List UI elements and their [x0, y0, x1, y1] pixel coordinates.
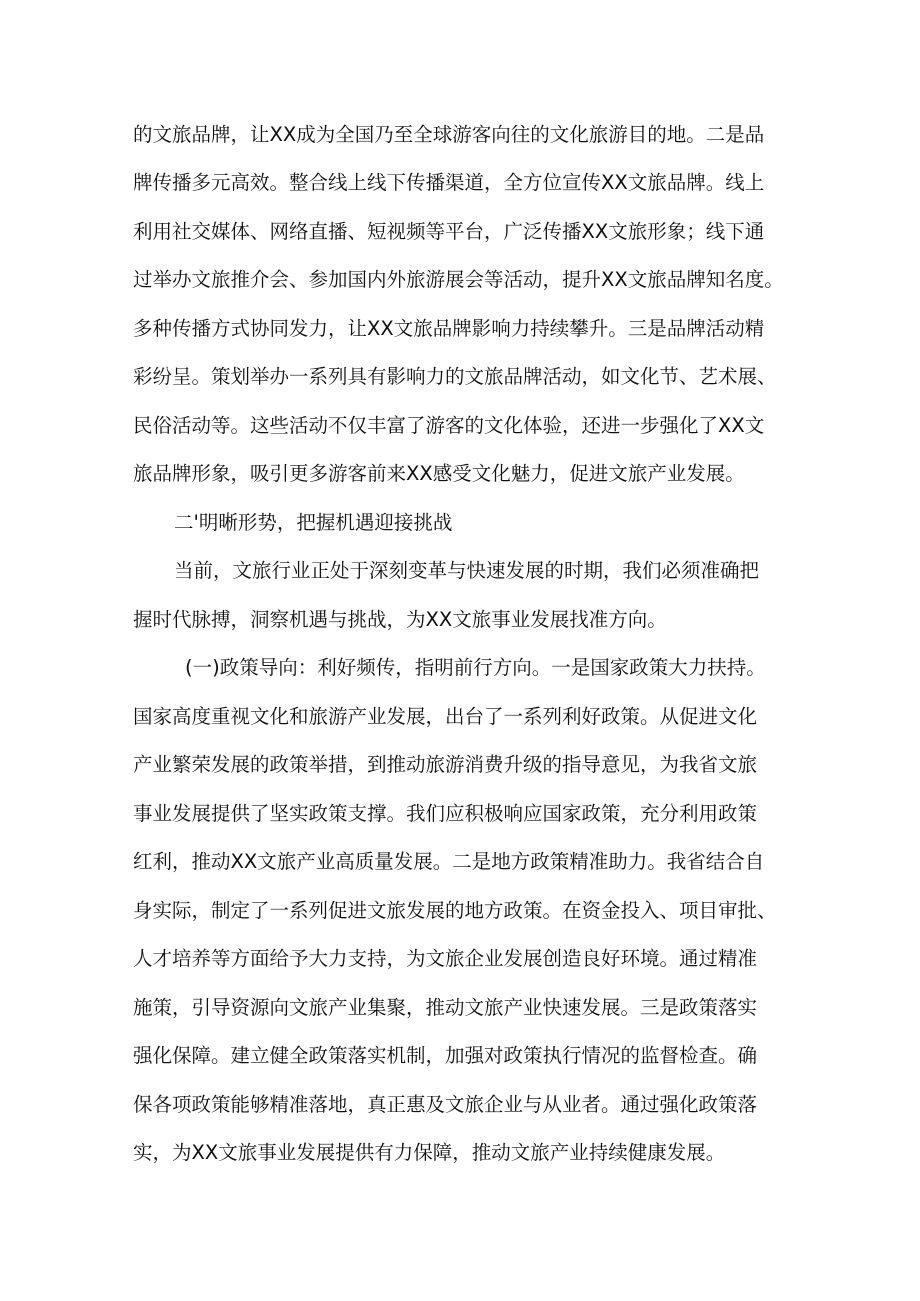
paragraph-3-line: 红利，推动XX文旅产业高质量发展。二是地方政策精准助力。我省结合自	[133, 850, 765, 873]
paragraph-1-line: 多种传播方式协同发力，让XX文旅品牌影响力持续攀升。三是品牌活动精	[133, 317, 765, 340]
paragraph-3-line: 强化保障。建立健全政策落实机制，加强对政策执行情况的监督检查。确	[133, 1044, 758, 1067]
paragraph-3-line: 施策，引导资源向文旅产业集聚，推动文旅产业快速发展。三是政策落实	[133, 996, 758, 1019]
paragraph-1-line: 民俗活动等。这些活动不仅丰富了游客的文化体验，还进一步强化了XX文	[133, 414, 765, 437]
paragraph-1-line: 的文旅品牌，让XX成为全国乃至全球游客向往的文化旅游目的地。二是品	[133, 123, 765, 146]
paragraph-2-line: 当前，文旅行业正处于深刻变革与快速发展的时期，我们必须准确把	[174, 559, 760, 582]
paragraph-1-line: 彩纷呈。策划举办一系列具有影响力的文旅品牌活动，如文化节、艺术展、	[133, 365, 777, 388]
paragraph-3-line: 产业繁荣发展的政策举措，到推动旅游消费升级的指导意见，为我省文旅	[133, 753, 758, 776]
section-heading: 二'明晰形势，把握机遇迎接挑战	[174, 511, 453, 534]
paragraph-3-line: 保各项政策能够精准落地，真正惠及文旅企业与从业者。通过强化政策落	[133, 1093, 758, 1116]
paragraph-1-line: 旅品牌形象，吸引更多游客前来XX感受文化魅力，促进文旅产业发展。	[133, 462, 745, 485]
paragraph-1-line: 过举办文旅推介会、参加国内外旅游展会等活动，提升XX文旅品牌知名度。	[133, 268, 784, 291]
paragraph-3-line: 事业发展提供了坚实政策支撑。我们应积极响应国家政策，充分利用政策	[133, 802, 758, 825]
paragraph-3-line: 身实际，制定了一系列促进文旅发展的地方政策。在资金投入、项目审批、	[133, 899, 777, 922]
paragraph-1-line: 利用社交媒体、网络直播、短视频等平台，广泛传播XX文旅形象；线下通	[133, 220, 765, 243]
paragraph-1-line: 牌传播多元高效。整合线上线下传播渠道，全方位宣传XX文旅品牌。线上	[133, 171, 765, 194]
paragraph-2-line: 握时代脉搏，洞察机遇与挑战，为XX文旅事业发展找准方向。	[133, 608, 667, 631]
paragraph-3-line: (一)政策导向：利好频传，指明前行方向。一是国家政策大力扶持。	[185, 656, 766, 679]
paragraph-3-line: 人才培养等方面给予大力支持，为文旅企业发展创造良好环境。通过精准	[133, 947, 758, 970]
paragraph-3-line: 实，为XX文旅事业发展提供有力保障，推动文旅产业持续健康发展。	[133, 1141, 726, 1164]
paragraph-3-line: 国家高度重视文化和旅游产业发展，出台了一系列利好政策。从促进文化	[133, 705, 758, 728]
